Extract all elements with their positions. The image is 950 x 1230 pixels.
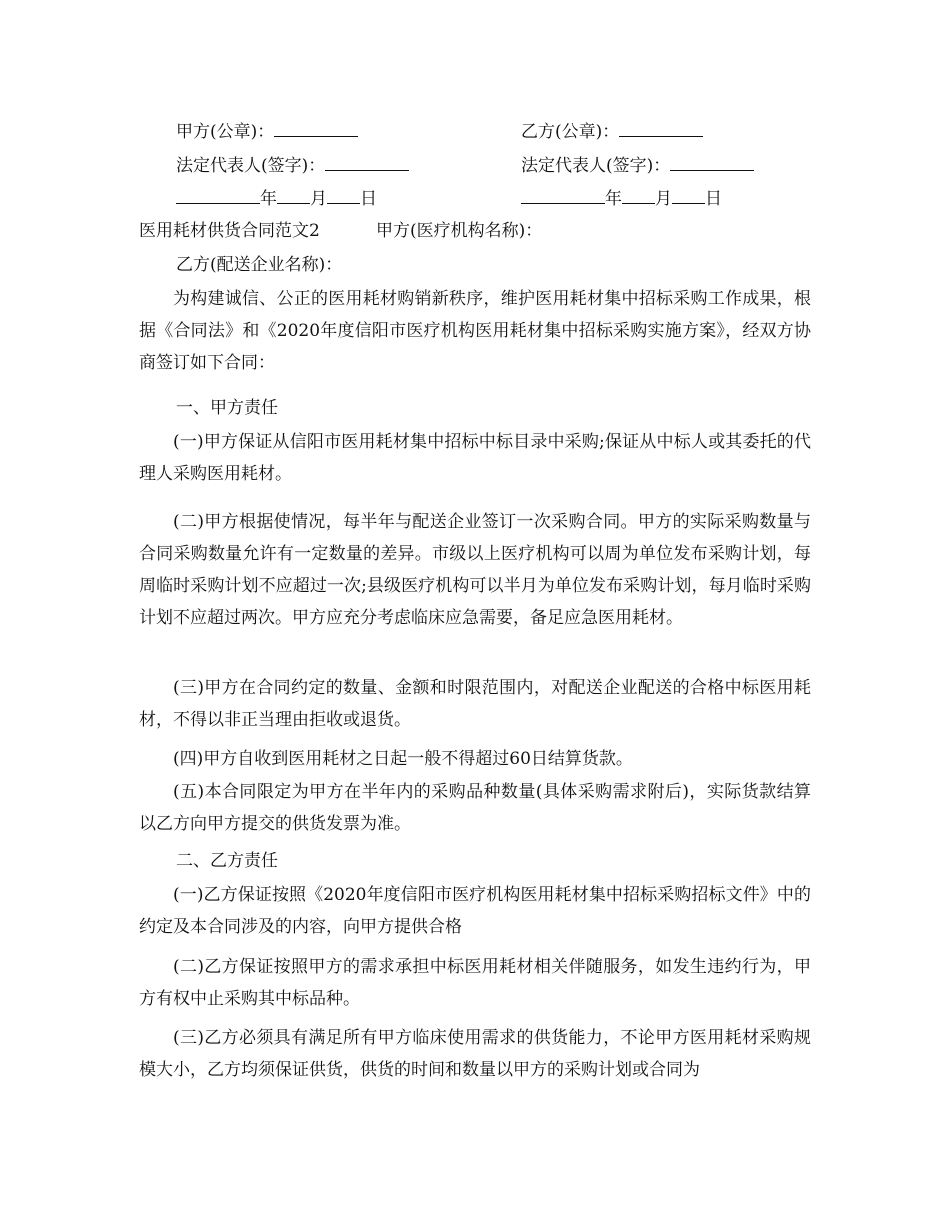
party-b-rep-line <box>521 154 754 177</box>
party-a-day-blank <box>327 187 360 204</box>
party-b-date-line <box>521 187 722 210</box>
party-a-year-label: 年 <box>260 189 277 209</box>
party-a-seal-blank <box>274 120 358 137</box>
party-b-year-label: 年 <box>605 189 622 209</box>
clause-a-1: (一)甲方保证从信阳市医用耗材集中招标中标目录中采购;保证从中标人或其委托的代理人采购医用耗材。 <box>139 432 811 484</box>
party-b-name-label: 乙方(配送企业名称)： <box>176 255 343 275</box>
section-heading-party-a: 一、甲方责任 <box>176 398 278 418</box>
party-a-seal-label: 甲方(公章)： <box>176 122 275 142</box>
party-b-day-label: 日 <box>705 189 722 209</box>
party-a-rep-line <box>176 154 409 177</box>
party-b-seal-line <box>521 120 703 143</box>
clause-b-2: (二)乙方保证按照甲方的需求承担中标医用耗材相关伴随服务，如发生违约行为，甲方有权中止采购其中标品种。 <box>139 957 811 1009</box>
section-heading-party-b: 二、乙方责任 <box>176 851 278 871</box>
party-a-month-blank <box>277 187 310 204</box>
party-a-year-blank <box>176 187 260 204</box>
party-a-month-label: 月 <box>310 189 327 209</box>
party-a-name-label: 甲方(医疗机构名称)： <box>376 221 543 241</box>
party-a-rep-label: 法定代表人(签字)： <box>176 156 326 176</box>
clause-a-4: (四)甲方自收到医用耗材之日起一般不得超过60日结算货款。 <box>173 749 633 769</box>
clause-a-5: (五)本合同限定为甲方在半年内的采购品种数量(具体采购需求附后)，实际货款结算以乙方向甲方提交的供货发票为准。 <box>139 782 811 834</box>
clause-a-3: (三)甲方在合同约定的数量、金额和时限范围内，对配送企业配送的合格中标医用耗材，不得以非正当理由拒收或退货。 <box>139 678 811 730</box>
party-a-day-label: 日 <box>360 189 377 209</box>
party-b-rep-blank <box>670 154 754 171</box>
document-title: 医用耗材供货合同范文2 <box>139 221 320 241</box>
party-b-month-label: 月 <box>655 189 672 209</box>
party-a-rep-blank <box>325 154 409 171</box>
party-b-seal-blank <box>619 120 703 137</box>
party-b-month-blank <box>622 187 655 204</box>
party-b-year-blank <box>521 187 605 204</box>
clause-a-2: (二)甲方根据使情况，每半年与配送企业签订一次采购合同。甲方的实际采购数量与合同采购数量允许有一定数量的差异。市级以上医疗机构可以周为单位发布采购计划，每周临时采购计划不应超过一次;县级医疗机构可以半月为单位发布采购计划，每月临时采购计划不应超过两次。甲方应充分考虑临床应急需要，备足应急医用耗材。 <box>139 512 811 628</box>
party-b-day-blank <box>672 187 705 204</box>
party-b-rep-label: 法定代表人(签字)： <box>521 156 671 176</box>
clause-b-1: (一)乙方保证按照《2020年度信阳市医疗机构医用耗材集中招标采购招标文件》中的约定及本合同涉及的内容，向甲方提供合格 <box>139 885 811 937</box>
party-b-seal-label: 乙方(公章)： <box>521 122 620 142</box>
intro-paragraph: 为构建诚信、公正的医用耗材购销新秩序，维护医用耗材集中招标采购工作成果，根据《合同法》和《2020年度信阳市医疗机构医用耗材集中招标采购实施方案》，经双方协商签订如下合同： <box>139 289 811 373</box>
party-a-date-line <box>176 187 377 210</box>
party-a-seal-line <box>176 120 358 143</box>
clause-b-3: (三)乙方必须具有满足所有甲方临床使用需求的供货能力，不论甲方医用耗材采购规模大小，乙方均须保证供货，供货的时间和数量以甲方的采购计划或合同为 <box>139 1028 811 1080</box>
